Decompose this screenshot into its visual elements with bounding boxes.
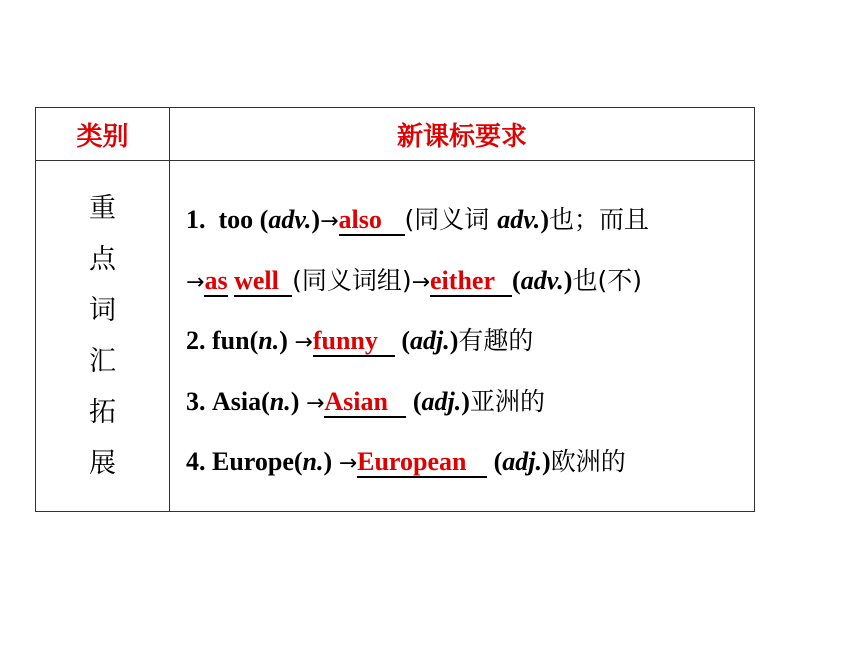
item-pos: n. [258,326,280,355]
item-number: 1. [186,205,206,234]
item-2: 2. fun(n.) →funny (adj.)有趣的 [186,326,534,355]
item-meaning: 也(不) [572,265,642,295]
answer-blank: European [357,448,487,478]
item-meaning: 也；而且 [548,205,649,234]
category-label: 重点词汇拓展 [89,193,116,479]
item-3: 3. Asia(n.) →Asian (adj.)亚洲的 [186,386,545,416]
answer-blank: also [339,206,405,236]
arrow-icon: → [338,451,358,476]
arrow-icon: → [411,269,431,295]
vocab-table [35,107,755,512]
item-number: 2. [186,326,206,355]
content-cell [170,161,755,512]
note-pos: adv. [497,205,541,234]
requirement-header: 新课标要求 [170,108,755,161]
category-cell [36,161,170,512]
answer-blank: well [234,267,292,297]
item-number: 4. [186,447,206,476]
item-pos: adv. [268,205,312,234]
item-number: 3. [186,386,206,416]
content-row [36,161,755,512]
item-word: Europe [212,447,294,476]
answer-blank: funny [313,327,395,357]
item-pos2: adj. [421,386,462,416]
item-meaning: 有趣的 [458,326,534,355]
arrow-icon: → [294,330,313,355]
item-word: fun [212,326,250,355]
item-pos2: adj. [410,326,450,355]
item-1-line-1: 1. too (adv.)→also (同义词 adv.)也；而且 [186,205,649,234]
note-close: ) [540,205,549,234]
item-meaning: 亚洲的 [469,386,545,416]
item-pos: adv. [520,265,564,295]
item-4: 4. Europe(n.) →European (adj.)欧洲的 [186,447,626,476]
item-word: Asia [212,386,262,416]
category-header: 类别 [36,108,170,161]
item-1-line-2: →as well (同义词组)→either (adv.)也(不) [186,265,642,295]
item-pos2: adj. [502,447,543,476]
item-word: too [218,205,254,234]
answer-blank: Asian [324,388,406,418]
note-open: (同义词 [404,205,498,234]
answer-blank: as [204,265,228,295]
arrow-icon: → [320,209,339,234]
answer-blank: either [430,267,512,297]
item-pos: n. [269,386,291,416]
item-note: (同义词组) [292,265,412,295]
item-pos: n. [302,447,324,476]
arrow-icon: → [305,390,325,416]
header-row [36,108,755,161]
item-meaning: 欧洲的 [550,447,626,476]
arrow-icon: → [186,269,205,295]
